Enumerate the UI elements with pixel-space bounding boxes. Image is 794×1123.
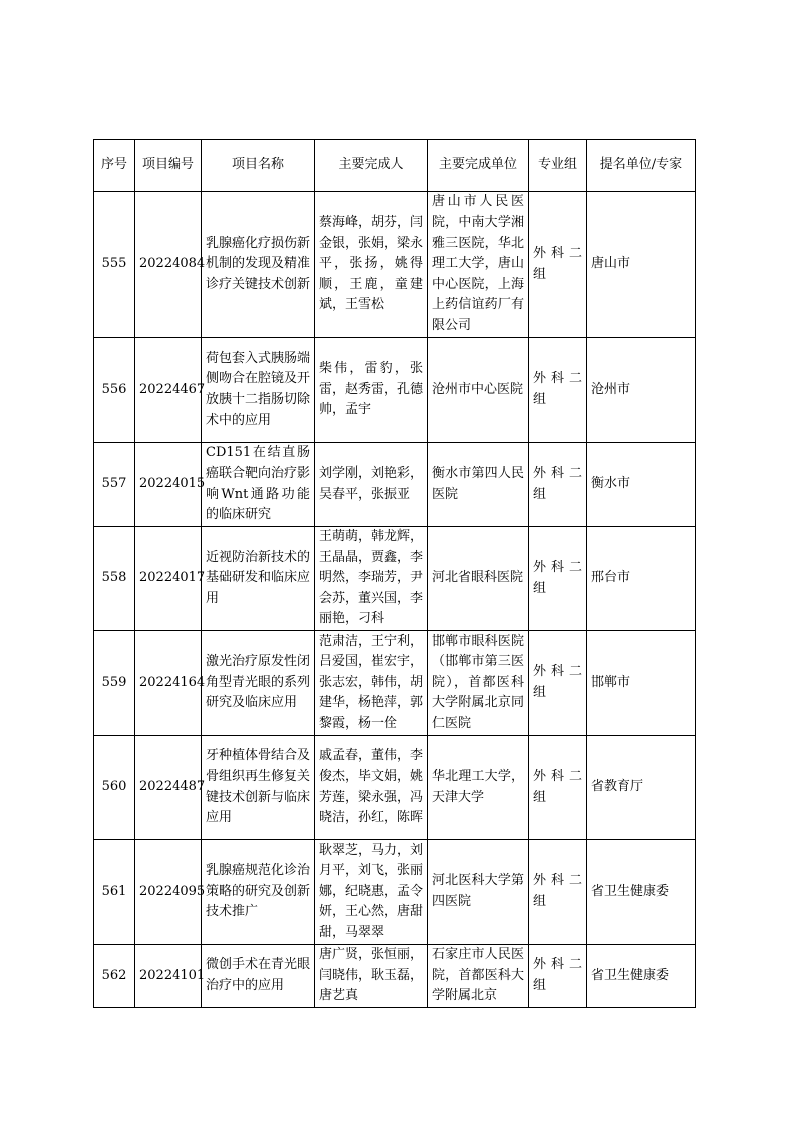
cell-name: CD151在结直肠癌联合靶向治疗影响Wnt通路功能的临床研究 — [202, 443, 315, 527]
cell-code: 20224084 — [135, 192, 202, 338]
cell-no: 558 — [94, 527, 135, 631]
cell-name: 乳腺癌规范化诊治策略的研究及创新技术推广 — [202, 840, 315, 945]
table-row — [94, 736, 696, 840]
cell-nominator: 省教育厅 — [587, 736, 696, 840]
cell-code: 20224095 — [135, 840, 202, 945]
cell-code: 20224487 — [135, 736, 202, 840]
cell-group: 外科二组 — [529, 527, 587, 631]
table-row — [94, 631, 696, 736]
cell-code: 20224017 — [135, 527, 202, 631]
cell-nominator: 邯郸市 — [587, 631, 696, 736]
cell-code: 20224101 — [135, 945, 202, 1008]
header-nominator: 提名单位/专家 — [587, 140, 696, 192]
cell-no: 560 — [94, 736, 135, 840]
cell-group: 外科二组 — [529, 840, 587, 945]
cell-name: 微创手术在青光眼治疗中的应用 — [202, 945, 315, 1008]
cell-units: 唐山市人民医院，中南大学湘雅三医院，华北理工大学，唐山中心医院，上海上药信谊药厂有限公司 — [428, 192, 529, 338]
cell-group: 外科二组 — [529, 192, 587, 338]
table-row — [94, 527, 696, 631]
cell-group: 外科二组 — [529, 945, 587, 1008]
header-people: 主要完成人 — [315, 140, 428, 192]
cell-units: 衡水市第四人民医院 — [428, 443, 529, 527]
table-row — [94, 443, 696, 527]
table-row — [94, 945, 696, 1008]
cell-units: 邯郸市眼科医院（邯郸市第三医院），首都医科大学附属北京同仁医院 — [428, 631, 529, 736]
cell-nominator: 唐山市 — [587, 192, 696, 338]
cell-group: 外科二组 — [529, 443, 587, 527]
cell-no: 562 — [94, 945, 135, 1008]
cell-nominator: 沧州市 — [587, 338, 696, 443]
cell-name: 荷包套入式胰肠端侧吻合在腔镜及开放胰十二指肠切除术中的应用 — [202, 338, 315, 443]
cell-code: 20224467 — [135, 338, 202, 443]
cell-no: 559 — [94, 631, 135, 736]
cell-people: 王萌萌，韩龙辉，王晶晶，贾鑫，李明然，李瑞芳，尹会苏，董兴国，李丽艳，刁科 — [315, 527, 428, 631]
project-table — [93, 139, 696, 1008]
cell-units: 沧州市中心医院 — [428, 338, 529, 443]
cell-units: 华北理工大学，天津大学 — [428, 736, 529, 840]
cell-people: 范肃洁，王宁利，吕爱国，崔宏宇，张志宏，韩伟，胡建华，杨艳萍，郭黎霞，杨一佺 — [315, 631, 428, 736]
cell-group: 外科二组 — [529, 631, 587, 736]
header-group: 专业组 — [529, 140, 587, 192]
cell-nominator: 省卫生健康委 — [587, 840, 696, 945]
cell-people: 柴伟，雷豹，张雷，赵秀雷，孔德帅，孟宇 — [315, 338, 428, 443]
table-row — [94, 840, 696, 945]
cell-people: 戚孟春，董伟，李俊杰，毕文娟，姚芳莲，梁永强，冯晓洁，孙红，陈晖 — [315, 736, 428, 840]
cell-no: 555 — [94, 192, 135, 338]
header-row — [94, 140, 696, 192]
cell-people: 刘学刚，刘艳彩，吴春平，张振亚 — [315, 443, 428, 527]
cell-nominator: 省卫生健康委 — [587, 945, 696, 1008]
header-name: 项目名称 — [202, 140, 315, 192]
cell-people: 蔡海峰，胡芬，闫金银，张娟，梁永平，张扬，姚得顺，王鹿，童建斌，王雪松 — [315, 192, 428, 338]
cell-units: 石家庄市人民医院，首都医科大学附属北京 — [428, 945, 529, 1008]
cell-nominator: 衡水市 — [587, 443, 696, 527]
cell-no: 556 — [94, 338, 135, 443]
cell-name: 近视防治新技术的基础研发和临床应用 — [202, 527, 315, 631]
header-no: 序号 — [94, 140, 135, 192]
cell-people: 耿翠芝，马力，刘月平，刘飞，张丽娜，纪晓惠，孟令妍，王心然，唐甜甜，马翠翠 — [315, 840, 428, 945]
header-code: 项目编号 — [135, 140, 202, 192]
table-row — [94, 338, 696, 443]
cell-nominator: 邢台市 — [587, 527, 696, 631]
cell-units: 河北省眼科医院 — [428, 527, 529, 631]
table-row — [94, 192, 696, 338]
header-units: 主要完成单位 — [428, 140, 529, 192]
cell-people: 唐广贤，张恒丽，闫晓伟，耿玉磊，唐艺真 — [315, 945, 428, 1008]
cell-no: 561 — [94, 840, 135, 945]
cell-name: 牙种植体骨结合及骨组织再生修复关键技术创新与临床应用 — [202, 736, 315, 840]
cell-units: 河北医科大学第四医院 — [428, 840, 529, 945]
cell-no: 557 — [94, 443, 135, 527]
cell-name: 乳腺癌化疗损伤新机制的发现及精准诊疗关键技术创新 — [202, 192, 315, 338]
cell-group: 外科二组 — [529, 736, 587, 840]
cell-name: 激光治疗原发性闭角型青光眼的系列研究及临床应用 — [202, 631, 315, 736]
cell-code: 20224015 — [135, 443, 202, 527]
cell-group: 外科二组 — [529, 338, 587, 443]
cell-code: 20224164 — [135, 631, 202, 736]
